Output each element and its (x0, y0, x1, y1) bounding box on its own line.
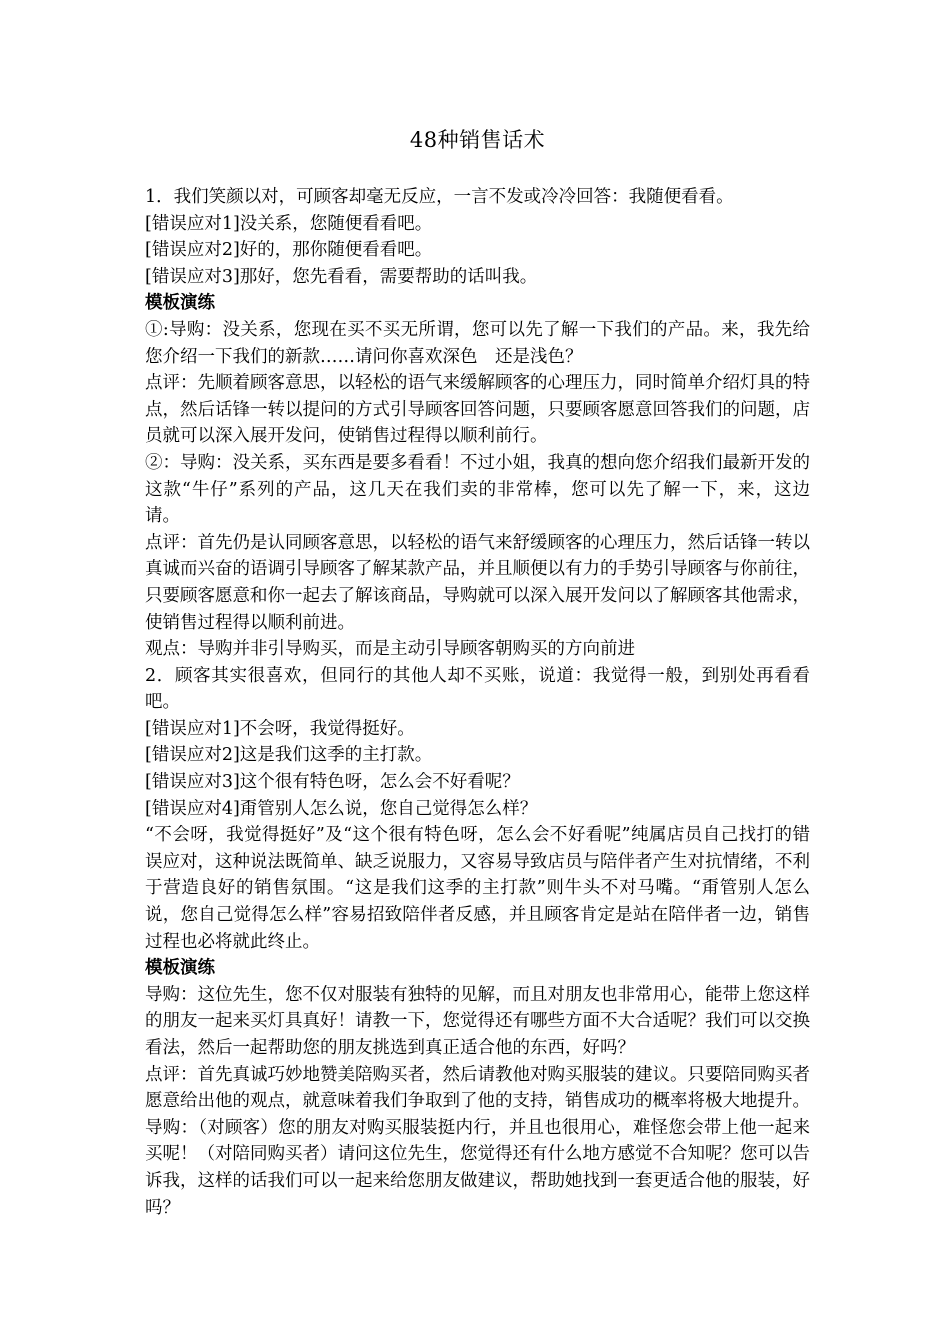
paragraph: 点评：先顺着顾客意思，以轻松的语气来缓解顾客的心理压力，同时简单介绍灯具的特点，然后话锋一转以提问的方式引导顾客回答问题，只要顾客愿意回答我们的问题，店员就可以深入展开发问，使销售过程得以顺利前行。 (145, 373, 810, 447)
paragraph: [错误应对2]好的，那你随便看看吧。 (145, 240, 433, 261)
paragraph: [错误应对1]不会呀，我觉得挺好。 (145, 718, 415, 739)
paragraph: [错误应对2]这是我们这季的主打款。 (145, 745, 433, 766)
paragraph: “不会呀，我觉得挺好”及“这个很有特色呀，怎么会不好看呢”纯属店员自己找打的错误应对，这种说法既简单、缺乏说服力，又容易导致店员与陪伴者产生对抗情绪，不利于营造良好的销售氛围。“这是我们这季的主打款”则牛头不对马嘴。“甭管别人怎么说，您自己觉得怎么样”容易招致陪伴者反感，并且顾客肯定是站在陪伴者一边，销售过程也必将就此终止。 (145, 825, 810, 952)
document-body (145, 184, 810, 1221)
section-heading: 模板演练 (145, 293, 215, 314)
paragraph: 观点：导购并非引导购买，而是主动引导顾客朝购买的方向前进 (145, 639, 635, 660)
paragraph: 点评：首先真诚巧妙地赞美陪购买者，然后请教他对购买服装的建议。只要陪同购买者愿意给出他的观点，就意味着我们争取到了他的支持，销售成功的概率将极大地提升。 (145, 1064, 810, 1112)
paragraph: 导购：（对顾客）您的朋友对购买服装挺内行，并且也很用心，难怪您会带上他一起来买呢！（对陪同购买者）请问这位先生，您觉得还有什么地方感觉不合知呢？您可以告诉我，这样的话我们可以一起来给您朋友做建议，帮助她找到一套更适合他的服装，好吗？ (145, 1117, 810, 1218)
paragraph: ②：导购：没关系，买东西是要多看看！不过小姐，我真的想向您介绍我们最新开发的这款“牛仔”系列的产品，这几天在我们卖的非常棒，您可以先了解一下，来，这边请。 (145, 452, 810, 527)
paragraph: [错误应对3]这个很有特色呀，怎么会不好看呢？ (145, 772, 520, 793)
paragraph: [错误应对1]没关系，您随便看看吧。 (145, 213, 433, 234)
paragraph: 1．我们笑颜以对，可顾客却毫无反应，一言不发或冷冷回答：我随便看看。 (145, 187, 734, 207)
paragraph: ①:导购：没关系，您现在买不买无所谓，您可以先了解一下我们的产品。来，我先给您介绍一下我们的新款……请问你喜欢深色 还是浅色？ (145, 319, 810, 367)
section-heading: 模板演练 (145, 958, 215, 979)
paragraph: 点评：首先仍是认同顾客意思，以轻松的语气来舒缓顾客的心理压力，然后话锋一转以真诚而兴奋的语调引导顾客了解某款产品，并且顺便以有力的手势引导顾客与你前往，只要顾客愿意和你一起去了解该商品，导购就可以深入展开发问以了解顾客其他需求，使销售过程得以顺利前进。 (145, 532, 810, 633)
paragraph: [错误应对3]那好，您先看看，需要帮助的话叫我。 (145, 266, 538, 287)
paragraph: 2．顾客其实很喜欢，但同行的其他人却不买账，说道：我觉得一般，到别处再看看吧。 (145, 665, 810, 713)
document-title: 48种销售话术 (409, 128, 546, 152)
paragraph: [错误应对4]甭管别人怎么说，您自己觉得怎么样？ (145, 798, 538, 819)
paragraph: 导购：这位先生，您不仅对服装有独特的见解，而且对朋友也非常用心，能带上您这样的朋友一起来买灯具真好！请教一下，您觉得还有哪些方面不大合适呢？我们可以交换看法，然后一起帮助您的朋友挑选到真正适合他的东西，好吗？ (145, 984, 810, 1058)
